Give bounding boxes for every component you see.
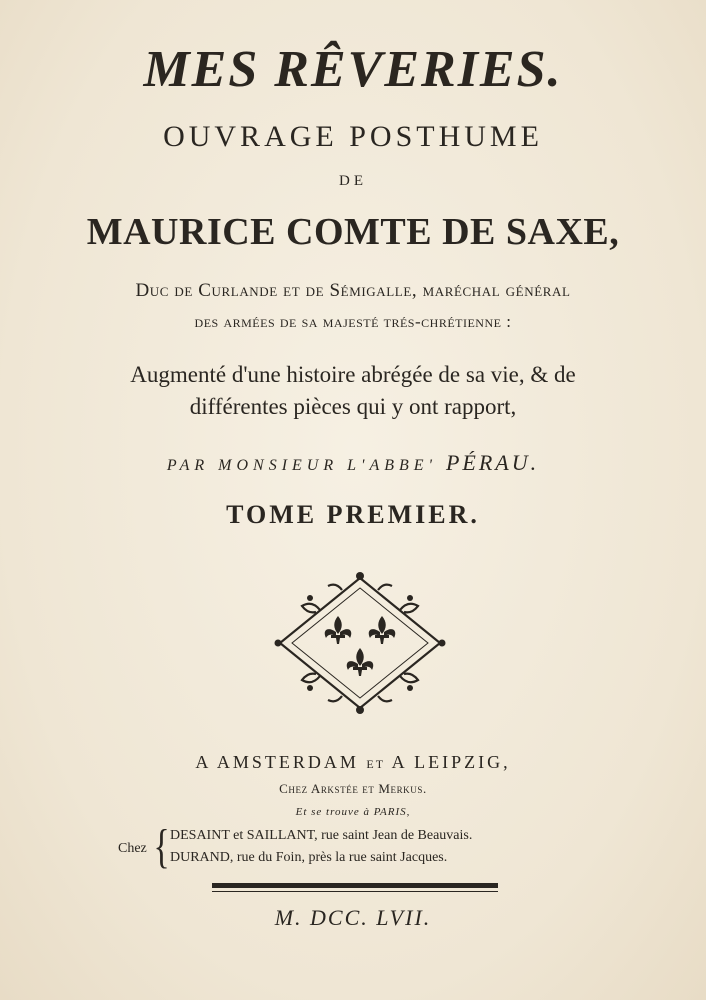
seller-desaint: DESAINT et SAILLANT, rue saint Jean de Beauvais. bbox=[170, 828, 473, 843]
seller-durand: DURAND, rue du Foin, près la rue saint Jacques. bbox=[170, 850, 448, 865]
editor-credit bbox=[0, 450, 706, 476]
imprint-publisher: Chez Arkstée et Merkus. bbox=[279, 781, 427, 796]
imprint-paris-note: Et se trouve à PARIS, bbox=[295, 806, 411, 818]
curly-brace-icon: { bbox=[153, 820, 170, 873]
publication-date: M. DCC. LVII. bbox=[274, 905, 432, 930]
imprint-city-2: A LEIPZIG, bbox=[391, 752, 511, 772]
imprint-sellers bbox=[118, 822, 618, 874]
volume-label: TOME PREMIER. bbox=[226, 500, 480, 529]
thick-rule bbox=[212, 883, 498, 888]
augmented-note-line-2: différentes pièces qui y ont rapport, bbox=[189, 394, 517, 419]
imprint-city-1: A AMSTERDAM bbox=[195, 752, 359, 772]
imprint-conjunction: ET bbox=[366, 757, 386, 771]
thin-rule bbox=[212, 891, 498, 892]
author-titles-line-1: Duc de Curlande et de Sémigalle, maréchal général bbox=[135, 280, 571, 301]
book-title: MES RÊVERIES. bbox=[143, 41, 563, 98]
preposition-de: DE bbox=[339, 173, 367, 189]
editor-name: PÉRAU. bbox=[445, 450, 540, 475]
sellers-chez-label: Chez bbox=[118, 841, 147, 856]
author-titles-line-2: des armées de sa majesté trés-chrétienne : bbox=[194, 312, 512, 331]
book-subtitle: OUVRAGE POSTHUME bbox=[163, 120, 543, 153]
augmented-note-line-1: Augmenté d'une histoire abrégée de sa vie, & de bbox=[130, 362, 576, 387]
fleur-de-lis-ornament-icon bbox=[270, 568, 450, 718]
author-name: MAURICE COMTE DE SAXE, bbox=[86, 211, 620, 253]
editor-prefix: PAR MONSIEUR L'ABBE' bbox=[166, 457, 437, 474]
imprint-cities bbox=[0, 752, 706, 773]
